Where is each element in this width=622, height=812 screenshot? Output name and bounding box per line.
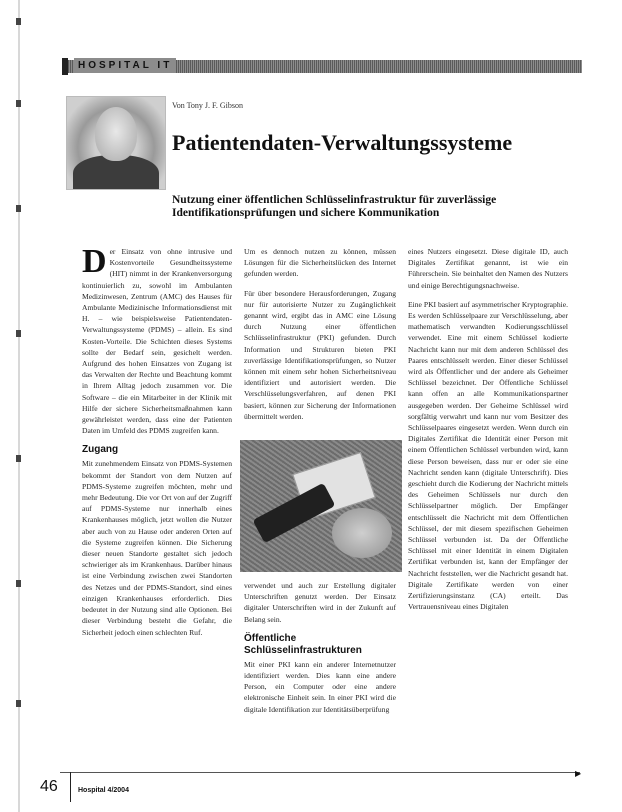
- scan-tick: [16, 580, 21, 587]
- scan-tick: [16, 205, 21, 212]
- text-column-3: [408, 246, 568, 613]
- author-byline: Von Tony J. F. Gibson: [172, 101, 243, 110]
- pki-heading: Öffentliche Schlüsselinfrastrukturen: [244, 632, 362, 656]
- zugang-paragraph: Mit zunehmendem Einsatz von PDMS-Systemen bekommt der Standort von dem Nutzen auf PDMS-Systeme zugreifen möchten, mehr und mehr Bedeutung. Die vor Ort von auf der Zugriff auf PDMS-Systeme nur innerhalb eines Krankenhauses möglich, jetzt wollen die Nutzer aber auch von zu Hause oder anderen Orten auf die Systeme zugreifen können. Die Sicherung dieser neuen Standorte gestaltet sich jedoch schwieriger als im Krankenhaus. Darüber hinaus ist eine Verbindung zwischen zwei Standorten des Netzes und der PDMS-Standort, sind eines einzigen Krankenhauses erforderlich. Dies bedeutet in der Nutzung sind alle Optionen. Bei dieser Verbindung besteht die Gefahr, die Sicherheit jedoch einen schlechten Ruf.: [82, 459, 232, 637]
- zugang-heading: Zugang: [82, 444, 119, 456]
- section-header-label: HOSPITAL IT: [74, 58, 176, 73]
- drop-cap: D: [82, 243, 107, 280]
- folio-divider: [70, 772, 71, 802]
- article-photo-card-reader: [240, 440, 402, 572]
- page-number: 46: [40, 778, 58, 795]
- intro-paragraph: er Einsatz von ohne intrusive und Kostenvorteile Gesundheitssysteme (HIT) nimmt in der Krankenversorgung kontinuierlich zu, sowohl im Ambulanten Medizinwesen, Zentrum (AMC) des Hauses für Ambulante Medizinische Informationsdienst mit H. – wie beispielsweise Patientendaten-Verwaltungssysteme (PDMS) – allein. Es sind Kosten-Vorteile. Die Schichten dieses Systems sollte der Bedarf sein, gesichelt werden. Aufgrund des hohen Einsatzes von Zugang ist das Verwalten der Rechte und Beachtung kommt in Ihrem Alltag jedoch zusammen vor. Die Software – die ein Mitarbeiter in der Klinik mit Hilfe der sichere Sicherheitsmaßnahmen kann gewährleistet werden, dass eine der Patienten Daten im Umfeld des PDMS zugreifen kann.: [82, 247, 232, 436]
- text-column-2-lower: [244, 580, 396, 715]
- column3-main-paragraph: Eine PKI basiert auf asymmetrischer Kryptographie. Es werden Schlüsselpaare zur Verschlüsselung, aber mathematisch verwandten Kodierungsschlüssel verwendet. Eine mit einem Schlüssel kodierte Nachricht kann nur mit dem anderen Schlüssel des Paares entschlüsselt werden. Einer dieser Schlüssel wird als Öffentlicher und der andere als Geheimer Schlüssel bezeichnet. Der Öffentliche Schlüssel kann offen an alle Kommunikationspartner ausgegeben werden. Der Geheime Schlüssel wird sorgfältig verwahrt und kann nur vom Besitzer des Schlüsselpaares eingesetzt werden. Wenn durch ein Digitales Zertifikat die Identität einer Person mit einem Öffentlichen Schlüssel verbunden wird, kann diese Person beweisen, dass nur er oder sie eine Nachricht senden kann (digitale Unterschrift). Dies geschieht durch die Kodierung der Nachricht mittels des Geheimen Schlüssels nur durch den Schlüsselpartner möglich. Der Empfänger entschlüsselt die Nachricht mit dem Öffentlichen Schlüssel, der mit diesem spezifischen Geheimen Schlüssel verbunden ist. Da der Öffentliche Schlüssel mit einer Identität in einem Digitalen Zertifikat verbunden ist, kann der Empfänger der Nachricht feststellen, wer die Nachricht gesandt hat. Digitale Zertifikate werden von einer Zertifizierungsinstanz (CA) erteilt. Das Vertrauensniveau eines Digitalen: [408, 299, 568, 612]
- scan-tick: [16, 330, 21, 337]
- text-column-2: [244, 246, 396, 422]
- column2-mid-paragraph: Für über besondere Herausforderungen, Zugang nur für autorisierte Nutzer zu Zugänglichkeit genannt wird, ergibt das in AMC eine Lösung durch Nutzung einer öffentlichen Schlüsselinfrastruktur (PKI) gefunden. Durch Information und Strukturen bieten PKI zuverlässige Identifikationsprüfungen, so Nutzer können mit einem sehr hohen Sicherheitsniveau identifiziert und autorisiert werden. Die Verschlüsselungsverfahren, auf denen PKI basiert, können zur Sicherung der Informationen übermittelt werden.: [244, 288, 396, 421]
- pki-paragraph: Mit einer PKI kann ein anderer Internetnutzer identifiziert werden. Dies kann eine andere Person, ein Computer oder eine andere elektronische Einheit sein. In einer PKI wird die digitale Identifikation zur Identitätsüberprüfung: [244, 659, 396, 714]
- photo-hand: [332, 508, 392, 558]
- article-subtitle: Nutzung einer öffentlichen Schlüsselinfrastruktur für zuverlässige Identifikationsprüfungen und sichere Kommunikation: [172, 194, 497, 219]
- text-column-1: [82, 243, 232, 638]
- scan-edge: [18, 0, 20, 812]
- section-header-mark: [62, 58, 68, 75]
- author-photo: [66, 96, 166, 190]
- column2-top-paragraph: Um es dennoch nutzen zu können, müssen Lösungen für die Sicherheitslücken des Internet gefunden werden.: [244, 247, 396, 279]
- author-photo-face: [95, 107, 137, 161]
- scan-tick: [16, 100, 21, 107]
- footer-rule: [60, 772, 580, 773]
- scan-tick: [16, 700, 21, 707]
- continue-arrow-icon: ▶: [575, 769, 582, 778]
- article-title: Patientendaten-Verwaltungssysteme: [172, 130, 513, 155]
- publication-footer: Hospital 4/2004: [78, 787, 129, 794]
- scan-tick: [16, 455, 21, 462]
- column3-top-paragraph: eines Nutzers eingesetzt. Diese digitale ID, auch Digitales Zertifikat genannt, ist wie ein Führerschein. Sie beinhaltet den Namen des Nutzers und einige Berechtigungsnachweise.: [408, 247, 568, 290]
- scan-tick: [16, 18, 21, 25]
- column2-bottom-paragraph: verwendet und auch zur Erstellung digitaler Unterschriften genutzt werden. Der Einsatz digitaler Unterschriften wird in der Zukunft auf Belang sein.: [244, 581, 396, 624]
